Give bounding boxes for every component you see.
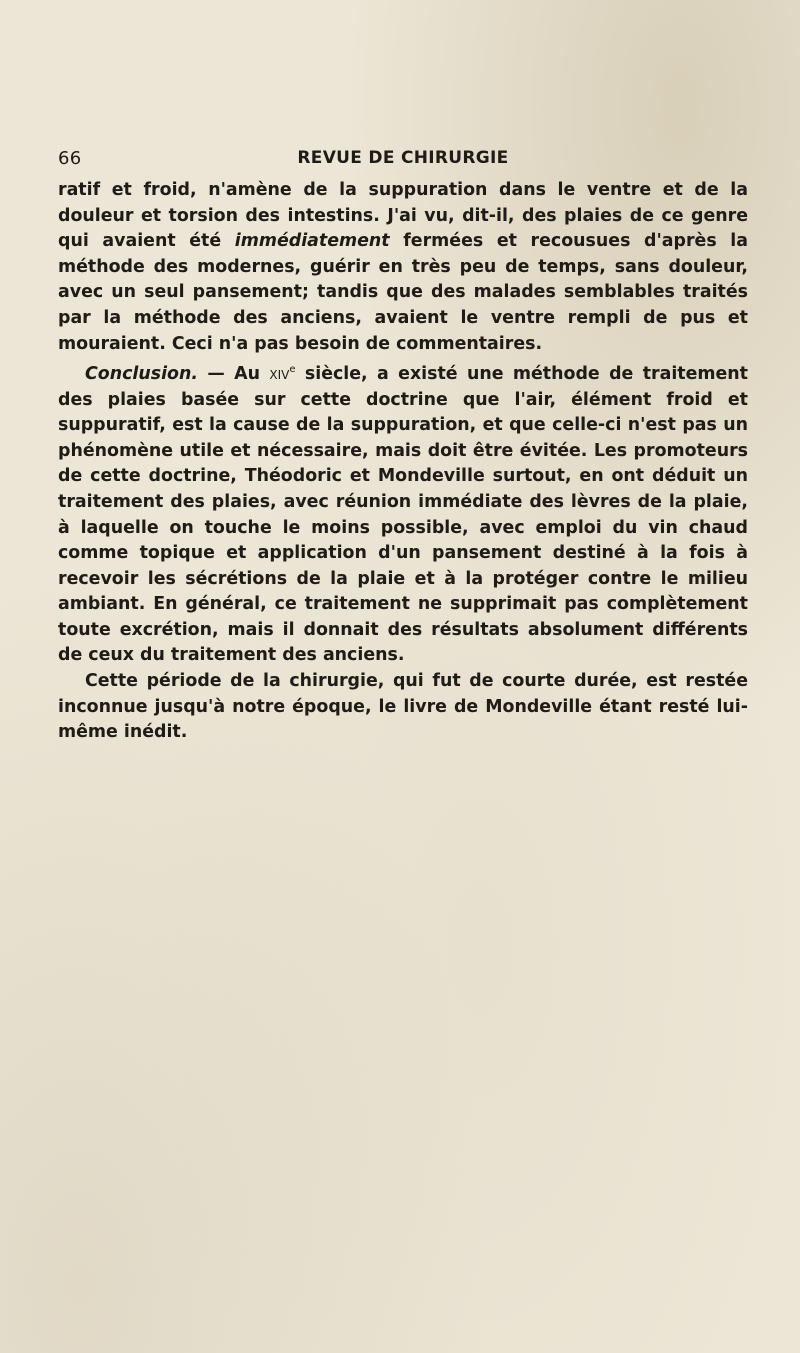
paragraph-continuation [58,178,748,357]
paragraph-2-text-a: — Au [198,363,270,384]
paragraph-1-text-a: ratif et froid, n'amène de la suppuration dans le ventre et de la douleur et torsion des intestins. J'ai vu, dit-il, des plaies de ce genre qui avaient été [58,180,748,252]
paragraph-conclusion [58,357,748,669]
paragraph-1-text-b: fermées et recousues d'après la méthode des modernes, guérir en très peu de temps, sans douleur, avec un seul pansement; tandis que des malades semblables traités par la méthode des anciens, avaient le ventre rempli de pus et mouraient. Ceci n'a pas besoin de commentaires. [58,231,748,354]
emphasis-immediatement: immédiatement [234,231,390,252]
running-head [58,148,748,174]
body-text [58,178,748,746]
century-superscript: e [289,364,296,376]
paragraph-2-text-b: siècle, a existé une méthode de traitement des plaies basée sur cette doctrine que l'air, élément froid et suppuratif, est la cause de la suppuration, et que celle-ci n'est pas un phénomène utile et nécessaire, mais doit être évitée. Les promoteurs de cette doctrine, Théodoric et Mondeville surtout, en ont déduit un traitement des plaies, avec réunion immédiate des lèvres de la plaie, à laquelle on touche le moins possible, avec emploi du vin chaud comme topique et application d'un pansement destiné à la fois à recevoir les sécrétions de la plaie et à la protéger contre le milieu ambiant. En général, ce traitement ne supprimait pas complètement toute excrétion, mais il donnait des résultats absolument différents de ceux du traitement des anciens. [58,363,748,666]
page-content [58,148,748,746]
century-numeral: xiv [269,363,290,384]
journal-title: REVUE DE CHIRURGIE [297,148,509,168]
page-number: 66 [58,148,82,169]
paragraph-3-text: Cette période de la chirurgie, qui fut de courte durée, est restée inconnue jusqu'à notre époque, le livre de Mondeville étant resté lui-même inédit. [58,671,748,743]
paragraph-final [58,669,748,746]
conclusion-heading: Conclusion. [85,363,198,384]
